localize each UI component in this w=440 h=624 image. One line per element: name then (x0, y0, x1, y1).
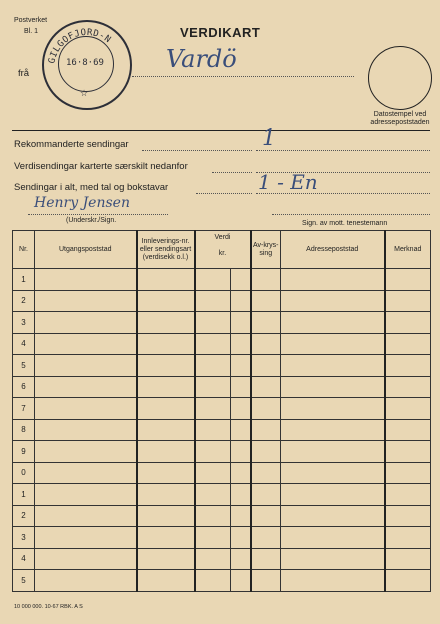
stamp-star-icon: ☆ (80, 88, 89, 98)
utgangspoststad-cell[interactable] (35, 484, 137, 506)
date-stamp-circle (368, 46, 432, 110)
avkryssing-cell[interactable] (251, 312, 281, 334)
innleverings-cell[interactable] (137, 269, 195, 291)
signature-line (28, 214, 168, 215)
innleverings-cell[interactable] (137, 527, 195, 549)
rekommanderte-handwritten: 1 (262, 126, 276, 151)
innleverings-cell[interactable] (137, 484, 195, 506)
merknad-cell[interactable] (385, 355, 431, 377)
utgangspoststad-cell[interactable] (35, 355, 137, 377)
fra-label: frå (18, 68, 30, 79)
utgangspoststad-cell[interactable] (35, 269, 137, 291)
avkryssing-cell[interactable] (251, 376, 281, 398)
sender-signature: Henry Jensen (34, 195, 130, 211)
avkryssing-cell[interactable] (251, 462, 281, 484)
adressepoststad-cell[interactable] (281, 398, 385, 420)
innleverings-cell[interactable] (137, 376, 195, 398)
utgangspoststad-cell[interactable] (35, 419, 137, 441)
merknad-cell[interactable] (385, 333, 431, 355)
kr-cell[interactable] (231, 548, 251, 570)
adressepoststad-cell[interactable] (281, 462, 385, 484)
innleverings-cell[interactable] (137, 398, 195, 420)
verdi-cell[interactable] (195, 505, 231, 527)
merknad-cell[interactable] (385, 548, 431, 570)
table-row (13, 333, 431, 355)
verdi-cell[interactable] (195, 312, 231, 334)
adressepoststad-cell[interactable] (281, 527, 385, 549)
postmark-stamp (42, 20, 132, 110)
form-number: Bl. 1 (24, 28, 39, 35)
verdi-cell[interactable] (195, 419, 231, 441)
print-code: 10 000 000. 10·67 RBK. A S (14, 604, 83, 610)
kr-label: kr. (218, 250, 227, 257)
col-header-nr: Nr. (13, 231, 35, 269)
adressepoststad-cell[interactable] (281, 570, 385, 592)
row-number: 5 (13, 355, 35, 377)
innleverings-cell[interactable] (137, 290, 195, 312)
receiver-signature-line (272, 214, 430, 215)
adressepoststad-cell[interactable] (281, 441, 385, 463)
row-number: 3 (13, 312, 35, 334)
verdi-cell[interactable] (195, 355, 231, 377)
verdi-cell[interactable] (195, 462, 231, 484)
table-row (13, 312, 431, 334)
table-row (13, 484, 431, 506)
table-row (13, 570, 431, 592)
innleverings-cell[interactable] (137, 419, 195, 441)
row-number: 8 (13, 419, 35, 441)
rekommanderte-field (256, 150, 430, 151)
adressepoststad-cell[interactable] (281, 484, 385, 506)
avkryssing-cell[interactable] (251, 419, 281, 441)
verdi-cell[interactable] (195, 376, 231, 398)
header-divider (12, 130, 430, 131)
items-table (12, 230, 431, 592)
innleverings-cell[interactable] (137, 333, 195, 355)
merknad-cell[interactable] (385, 505, 431, 527)
table-header-row (13, 231, 431, 269)
postverket-label: Postverket (14, 17, 48, 24)
stamp-date: 16·8·69 (66, 58, 104, 68)
table-row (13, 355, 431, 377)
avkryssing-cell[interactable] (251, 290, 281, 312)
fra-handwritten: Vardö (166, 45, 237, 73)
row-number: 6 (13, 376, 35, 398)
kr-cell[interactable] (231, 376, 251, 398)
row-number: 4 (13, 333, 35, 355)
sendingar-label: Sendingar i alt, med tal og bokstavar (14, 182, 169, 193)
adressepoststad-cell[interactable] (281, 333, 385, 355)
adressepoststad-cell[interactable] (281, 419, 385, 441)
merknad-cell[interactable] (385, 419, 431, 441)
avkryssing-cell[interactable] (251, 527, 281, 549)
merknad-cell[interactable] (385, 312, 431, 334)
merknad-cell[interactable] (385, 484, 431, 506)
verdi-cell[interactable] (195, 570, 231, 592)
verdi-cell[interactable] (195, 484, 231, 506)
kr-cell[interactable] (231, 570, 251, 592)
table-row (13, 419, 431, 441)
row-number: 7 (13, 398, 35, 420)
kr-cell[interactable] (231, 355, 251, 377)
fra-line (132, 76, 354, 77)
row-number: 2 (13, 505, 35, 527)
avkryssing-cell[interactable] (251, 398, 281, 420)
row-number: 1 (13, 269, 35, 291)
table-row (13, 462, 431, 484)
table-row (13, 376, 431, 398)
sendingar-dots (196, 193, 252, 194)
utgangspoststad-cell[interactable] (35, 548, 137, 570)
rekommanderte-label: Rekommanderte sendingar (14, 139, 129, 150)
col-header-avkryssing: Av-krys-sing (251, 231, 281, 269)
utgangspoststad-cell[interactable] (35, 376, 137, 398)
receiver-signature-label: Sign. av mott. tenestemann (302, 220, 388, 227)
kr-cell[interactable] (231, 527, 251, 549)
adressepoststad-cell[interactable] (281, 312, 385, 334)
kr-cell[interactable] (231, 419, 251, 441)
table-row (13, 269, 431, 291)
utgangspoststad-cell[interactable] (35, 290, 137, 312)
adressepoststad-cell[interactable] (281, 290, 385, 312)
merknad-cell[interactable] (385, 462, 431, 484)
table-row (13, 505, 431, 527)
kr-cell[interactable] (231, 333, 251, 355)
innleverings-cell[interactable] (137, 505, 195, 527)
kr-cell[interactable] (231, 462, 251, 484)
row-number: 2 (13, 290, 35, 312)
verdi-cell[interactable] (195, 398, 231, 420)
row-number: 3 (13, 527, 35, 549)
verdi-cell[interactable] (195, 269, 231, 291)
row-number: 4 (13, 548, 35, 570)
verdi-label: Verdi (214, 234, 231, 241)
col-header-verdi (195, 231, 251, 269)
page-title: VERDIKART (180, 25, 261, 40)
kr-cell[interactable] (231, 269, 251, 291)
row-number: 1 (13, 484, 35, 506)
adressepoststad-cell[interactable] (281, 269, 385, 291)
row-number: 0 (13, 462, 35, 484)
avkryssing-cell[interactable] (251, 355, 281, 377)
utgangspoststad-cell[interactable] (35, 570, 137, 592)
row-number: 9 (13, 441, 35, 463)
avkryssing-cell[interactable] (251, 269, 281, 291)
col-header-innleverings: Innleverings-nr. eller sendingsart (verdisekk o.l.) (137, 231, 195, 269)
avkryssing-cell[interactable] (251, 484, 281, 506)
avkryssing-cell[interactable] (251, 441, 281, 463)
adressepoststad-cell[interactable] (281, 376, 385, 398)
col-header-adressepoststad: Adressepoststad (281, 231, 385, 269)
merknad-cell[interactable] (385, 376, 431, 398)
kr-cell[interactable] (231, 290, 251, 312)
innleverings-cell[interactable] (137, 570, 195, 592)
sendingar-handwritten: 1 - En (258, 170, 318, 194)
adressepoststad-cell[interactable] (281, 355, 385, 377)
avkryssing-cell[interactable] (251, 333, 281, 355)
table-row (13, 527, 431, 549)
table-row (13, 290, 431, 312)
merknad-cell[interactable] (385, 398, 431, 420)
verdi-cell[interactable] (195, 290, 231, 312)
kr-cell[interactable] (231, 441, 251, 463)
rekommanderte-dots (142, 150, 252, 151)
avkryssing-cell[interactable] (251, 505, 281, 527)
kr-cell[interactable] (231, 505, 251, 527)
merknad-cell[interactable] (385, 441, 431, 463)
kr-cell[interactable] (231, 398, 251, 420)
utgangspoststad-cell[interactable] (35, 505, 137, 527)
datostempel-label: Datostempel ved adressepoststaden (370, 111, 430, 126)
innleverings-cell[interactable] (137, 462, 195, 484)
utgangspoststad-cell[interactable] (35, 398, 137, 420)
merknad-cell[interactable] (385, 570, 431, 592)
stamp-place-text: GILGOFJORD-N (47, 27, 113, 65)
verdi-cell[interactable] (195, 333, 231, 355)
verdisendingar-label: Verdisendingar karterte særskilt nedanfor (14, 161, 188, 172)
adressepoststad-cell[interactable] (281, 505, 385, 527)
merknad-cell[interactable] (385, 527, 431, 549)
utgangspoststad-cell[interactable] (35, 441, 137, 463)
verdi-cell[interactable] (195, 527, 231, 549)
table-row (13, 398, 431, 420)
innleverings-cell[interactable] (137, 355, 195, 377)
utgangspoststad-cell[interactable] (35, 333, 137, 355)
utgangspoststad-cell[interactable] (35, 462, 137, 484)
adressepoststad-cell[interactable] (281, 548, 385, 570)
merknad-cell[interactable] (385, 290, 431, 312)
verdi-cell[interactable] (195, 548, 231, 570)
verdisendingar-dots (212, 172, 252, 173)
verdi-cell[interactable] (195, 441, 231, 463)
kr-cell[interactable] (231, 312, 251, 334)
merknad-cell[interactable] (385, 269, 431, 291)
col-header-merknad: Merknad (385, 231, 431, 269)
innleverings-cell[interactable] (137, 548, 195, 570)
col-header-utgangspoststad: Utgangspoststad (35, 231, 137, 269)
avkryssing-cell[interactable] (251, 570, 281, 592)
table-row (13, 548, 431, 570)
kr-cell[interactable] (231, 484, 251, 506)
table-row (13, 441, 431, 463)
utgangspoststad-cell[interactable] (35, 527, 137, 549)
innleverings-cell[interactable] (137, 312, 195, 334)
utgangspoststad-cell[interactable] (35, 312, 137, 334)
innleverings-cell[interactable] (137, 441, 195, 463)
signature-label: (Underskr./Sign. (66, 217, 117, 224)
row-number: 5 (13, 570, 35, 592)
avkryssing-cell[interactable] (251, 548, 281, 570)
